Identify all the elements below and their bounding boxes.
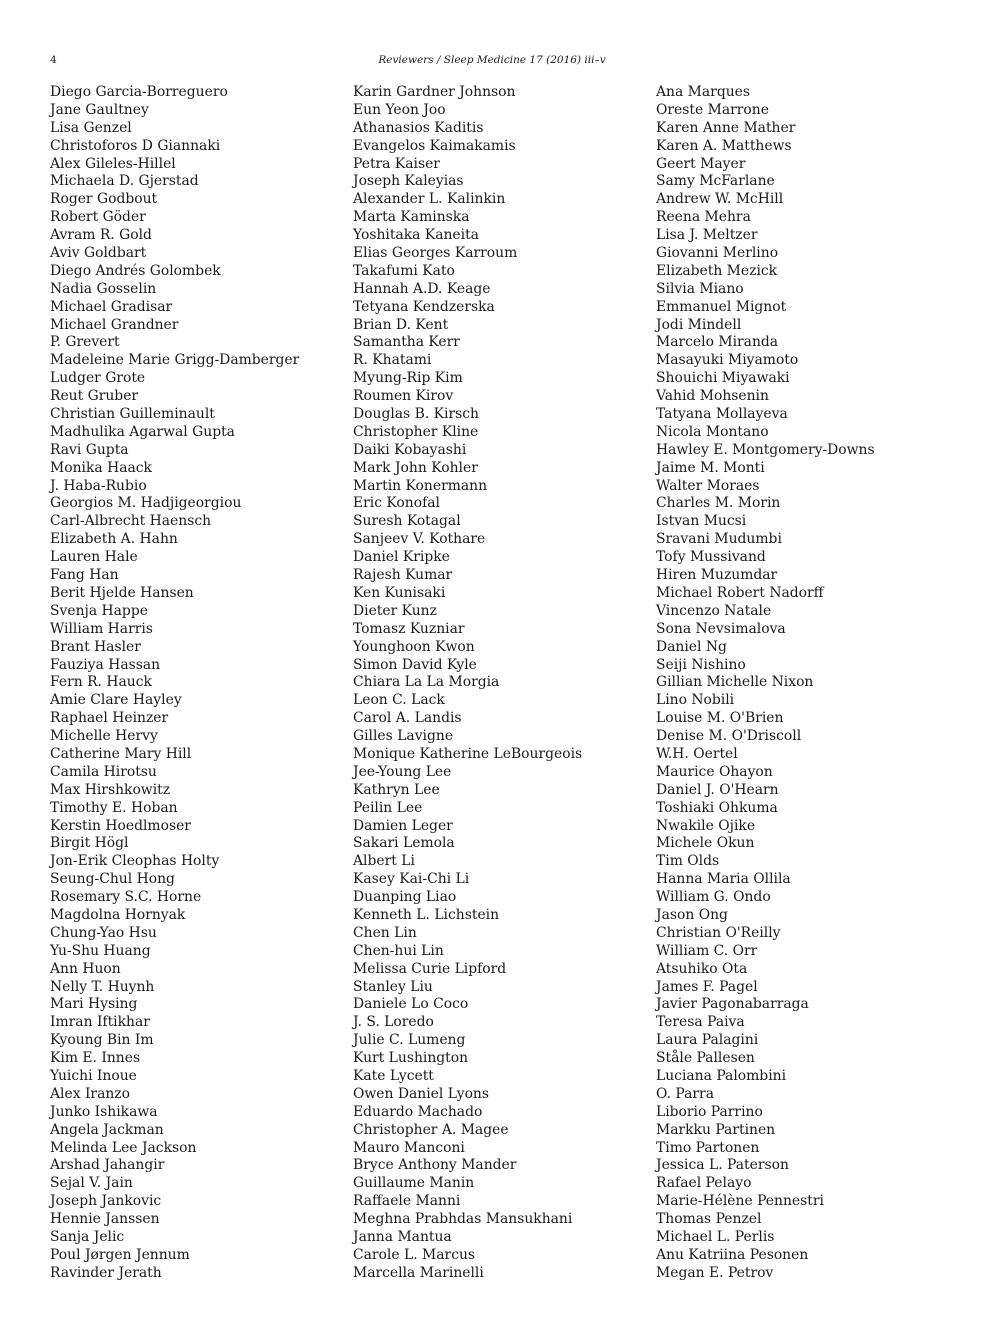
reviewer-name: Timothy E. Hoban bbox=[50, 799, 178, 816]
reviewer-name: Douglas B. Kirsch bbox=[353, 406, 479, 423]
reviewer-name: Diego Garcia-Borreguero bbox=[50, 84, 228, 100]
reviewer-name: Simon David Kyle bbox=[353, 656, 477, 673]
reviewer-name: Yu-Shu Huang bbox=[50, 942, 151, 959]
reviewer-name: Nadia Gosselin bbox=[50, 280, 157, 297]
reviewer-name: Karin Gardner Johnson bbox=[353, 84, 516, 100]
reviewer-name: Tatyana Mollayeva bbox=[656, 406, 788, 423]
reviewer-name: Evangelos Kaimakamis bbox=[353, 137, 516, 154]
reviewer-name: Yoshitaka Kaneita bbox=[353, 227, 479, 244]
reviewer-name: Rafael Pelayo bbox=[656, 1175, 752, 1192]
reviewer-name: Ana Marques bbox=[656, 84, 751, 100]
reviewer-name: Christoforos D Giannaki bbox=[50, 137, 221, 154]
reviewer-name: Lino Nobili bbox=[656, 692, 735, 709]
reviewer-name: O. Parra bbox=[656, 1085, 714, 1102]
reviewer-name: Janna Mantua bbox=[353, 1229, 452, 1245]
reviewer-name: Hennie Janssen bbox=[50, 1211, 160, 1228]
reviewer-name: Emmanuel Mignot bbox=[656, 298, 787, 315]
reviewer-name: Meghna Prabhdas Mansukhani bbox=[353, 1211, 573, 1228]
reviewer-name: Teresa Paiva bbox=[656, 1014, 745, 1031]
reviewer-name: Maurice Ohayon bbox=[656, 763, 773, 780]
reviewer-name: William Harris bbox=[50, 620, 153, 637]
reviewer-name: Kyoung Bin Im bbox=[50, 1032, 154, 1049]
reviewer-name: Louise M. O'Brien bbox=[656, 710, 784, 727]
reviewer-name: Masayuki Miyamoto bbox=[656, 352, 799, 369]
reviewer-name: Leon C. Lack bbox=[353, 692, 445, 709]
reviewer-name: Lisa J. Meltzer bbox=[656, 227, 758, 244]
reviewer-name: Samy McFarlane bbox=[656, 173, 775, 190]
reviewer-name: Camila Hirotsu bbox=[50, 763, 157, 780]
reviewer-name: R. Khatami bbox=[353, 352, 432, 369]
reviewer-name: Ann Huon bbox=[50, 960, 121, 977]
reviewer-name: Kenneth L. Lichstein bbox=[353, 906, 500, 923]
reviewer-name: Michael L. Perlis bbox=[656, 1229, 775, 1245]
reviewer-name: Vahid Mohsenin bbox=[656, 388, 769, 405]
reviewer-name: Kim E. Innes bbox=[50, 1050, 141, 1067]
reviewer-name: Monique Katherine LeBourgeois bbox=[353, 745, 583, 762]
reviewer-name: Imran Iftikhar bbox=[50, 1014, 150, 1031]
reviewer-name: Christopher Kline bbox=[353, 423, 479, 440]
reviewer-name: Poul Jørgen Jennum bbox=[50, 1246, 190, 1263]
reviewer-name: Daniel Kripke bbox=[353, 549, 450, 566]
reviewer-column-1 bbox=[50, 84, 299, 1283]
reviewer-name: Christian Guilleminault bbox=[50, 406, 215, 423]
reviewer-name: Yuichi Inoue bbox=[50, 1067, 137, 1084]
reviewer-name: Anu Katriina Pesonen bbox=[656, 1246, 809, 1263]
reviewer-name: Kathryn Lee bbox=[353, 781, 440, 798]
reviewer-name: Daniel J. O'Hearn bbox=[656, 781, 779, 798]
reviewer-name: Peilin Lee bbox=[353, 799, 423, 816]
reviewer-name: Stanley Liu bbox=[353, 978, 433, 995]
reviewer-name: Karen A. Matthews bbox=[656, 137, 792, 154]
reviewer-name: Younghoon Kwon bbox=[353, 638, 475, 655]
reviewer-name: Chen-hui Lin bbox=[353, 942, 444, 959]
reviewer-name: Arshad Jahangir bbox=[50, 1157, 165, 1174]
reviewer-name: Elias Georges Karroum bbox=[353, 245, 518, 262]
reviewer-name: Sejal V. Jain bbox=[50, 1175, 133, 1192]
reviewer-name: Marta Kaminska bbox=[353, 209, 470, 226]
reviewer-name: Jodi Mindell bbox=[656, 316, 742, 333]
reviewer-name: Hiren Muzumdar bbox=[656, 567, 778, 584]
reviewer-name: Hannah A.D. Keage bbox=[353, 280, 491, 297]
reviewer-name: Vincenzo Natale bbox=[656, 602, 772, 619]
reviewer-name: Amie Clare Hayley bbox=[50, 692, 182, 709]
reviewer-name: Oreste Marrone bbox=[656, 101, 769, 118]
reviewer-name: Melinda Lee Jackson bbox=[50, 1139, 197, 1156]
reviewer-name: Diego Andrés Golombek bbox=[50, 262, 221, 279]
reviewer-name: Tomasz Kuzniar bbox=[353, 620, 465, 637]
reviewer-name: Nelly T. Huynh bbox=[50, 978, 155, 995]
reviewer-name: Julie C. Lumeng bbox=[353, 1032, 466, 1049]
reviewer-name: Lauren Hale bbox=[50, 549, 138, 566]
reviewer-name: Jason Ong bbox=[656, 906, 728, 923]
page-number: 4 bbox=[50, 54, 57, 66]
reviewer-name: Martin Konermann bbox=[353, 477, 488, 494]
reviewer-name: Jon-Erik Cleophas Holty bbox=[50, 853, 220, 870]
reviewer-name: Jaime M. Monti bbox=[656, 459, 765, 476]
reviewer-name: Giovanni Merlino bbox=[656, 245, 779, 262]
reviewer-name: Kerstin Hoedlmoser bbox=[50, 817, 191, 834]
reviewer-name: Svenja Happe bbox=[50, 602, 148, 619]
reviewer-name: Kurt Lushington bbox=[353, 1050, 469, 1067]
reviewer-name: Elizabeth A. Hahn bbox=[50, 531, 178, 548]
reviewer-name: Chiara La La Morgia bbox=[353, 674, 500, 691]
reviewer-name: Ken Kunisaki bbox=[353, 584, 446, 601]
reviewer-name: Michael Gradisar bbox=[50, 298, 173, 315]
reviewer-name: Roger Godbout bbox=[50, 191, 158, 208]
reviewer-name: Andrew W. McHill bbox=[656, 191, 784, 208]
reviewer-name: P. Grevert bbox=[50, 334, 120, 351]
reviewer-name: Tetyana Kendzerska bbox=[353, 298, 495, 315]
reviewer-name: Alexander L. Kalinkin bbox=[353, 191, 506, 208]
reviewer-name: Roumen Kirov bbox=[353, 388, 454, 405]
reviewer-name: Reena Mehra bbox=[656, 209, 751, 226]
reviewer-name: Fauziya Hassan bbox=[50, 656, 161, 673]
reviewer-name: Michaela D. Gjerstad bbox=[50, 173, 199, 190]
reviewer-name: Daniele Lo Coco bbox=[353, 996, 469, 1013]
reviewer-name: Alex Gileles-Hillel bbox=[50, 155, 176, 172]
reviewer-name: Avram R. Gold bbox=[50, 227, 152, 244]
reviewer-name: Damien Leger bbox=[353, 817, 453, 834]
reviewer-name: Sanja Jelic bbox=[50, 1229, 125, 1245]
reviewer-name: Guillaume Manin bbox=[353, 1175, 475, 1192]
reviewer-name: Eun Yeon Joo bbox=[353, 101, 446, 118]
reviewer-column-2 bbox=[353, 84, 582, 1283]
reviewer-name: Madhulika Agarwal Gupta bbox=[50, 423, 235, 440]
reviewer-name: Megan E. Petrov bbox=[656, 1264, 774, 1281]
reviewer-name: Luciana Palombini bbox=[656, 1067, 787, 1084]
reviewer-name: Elizabeth Mezick bbox=[656, 262, 778, 279]
reviewer-name: Mari Hysing bbox=[50, 996, 138, 1013]
reviewer-name: Charles M. Morin bbox=[656, 495, 781, 512]
reviewer-name: Daiki Kobayashi bbox=[353, 441, 467, 458]
reviewer-name: Petra Kaiser bbox=[353, 155, 440, 172]
reviewer-name: Fern R. Hauck bbox=[50, 674, 152, 691]
reviewer-name: Tim Olds bbox=[656, 853, 720, 870]
reviewer-name: Chen Lin bbox=[353, 924, 417, 941]
reviewer-name: W.H. Oertel bbox=[656, 745, 738, 762]
reviewer-name: Shouichi Miyawaki bbox=[656, 370, 790, 387]
reviewer-name: Robert Göder bbox=[50, 209, 146, 226]
reviewer-name: Michelle Hervy bbox=[50, 728, 158, 745]
reviewer-name: Carol A. Landis bbox=[353, 710, 462, 727]
reviewer-name: Tofy Mussivand bbox=[656, 549, 766, 566]
reviewer-name: Ravinder Jerath bbox=[50, 1264, 162, 1281]
reviewer-name: Daniel Ng bbox=[656, 638, 727, 655]
reviewer-name: Birgit Högl bbox=[50, 835, 129, 852]
reviewer-name: Michael Robert Nadorff bbox=[656, 584, 824, 601]
reviewer-name: Silvia Miano bbox=[656, 280, 744, 297]
reviewer-name: Reut Gruber bbox=[50, 388, 139, 405]
reviewer-name: Carole L. Marcus bbox=[353, 1246, 476, 1263]
reviewer-name: Sona Nevsimalova bbox=[656, 620, 786, 637]
reviewer-name: Toshiaki Ohkuma bbox=[656, 799, 778, 816]
reviewer-name: Takafumi Kato bbox=[353, 262, 455, 279]
reviewer-name: Seung-Chul Hong bbox=[50, 871, 175, 888]
running-head: Reviewers / Sleep Medicine 17 (2016) iii–v bbox=[378, 54, 606, 66]
reviewer-name: Max Hirshkowitz bbox=[50, 781, 171, 798]
reviewer-name: Sanjeev V. Kothare bbox=[353, 531, 486, 548]
reviewer-name: Rajesh Kumar bbox=[353, 567, 453, 584]
reviewer-name: Marcella Marinelli bbox=[353, 1264, 484, 1281]
reviewer-name: Jane Gaultney bbox=[50, 101, 149, 118]
reviewer-name: Angela Jackman bbox=[50, 1121, 164, 1138]
reviewer-name: William G. Ondo bbox=[656, 889, 771, 906]
reviewer-name: Berit Hjelde Hansen bbox=[50, 584, 194, 601]
reviewer-name: Hawley E. Montgomery-Downs bbox=[656, 441, 875, 458]
reviewer-name: Aviv Goldbart bbox=[50, 245, 147, 262]
reviewer-name: Michele Okun bbox=[656, 835, 755, 852]
reviewer-name: Junko Ishikawa bbox=[50, 1103, 158, 1120]
reviewer-name: Marie-Hélène Pennestri bbox=[656, 1193, 824, 1210]
reviewer-name: Albert Li bbox=[353, 853, 415, 870]
reviewer-name: Bryce Anthony Mander bbox=[353, 1157, 517, 1174]
reviewer-name: James F. Pagel bbox=[656, 978, 758, 995]
reviewer-name: Chung-Yao Hsu bbox=[50, 924, 157, 941]
reviewer-name: Suresh Kotagal bbox=[353, 513, 461, 530]
reviewer-name: Alex Iranzo bbox=[50, 1085, 130, 1102]
reviewer-name: Marcelo Miranda bbox=[656, 334, 779, 351]
reviewer-name: William C. Orr bbox=[656, 942, 758, 959]
reviewer-name: Hanna Maria Ollila bbox=[656, 871, 791, 888]
reviewer-name: Thomas Penzel bbox=[656, 1211, 762, 1228]
reviewer-name: Nicola Montano bbox=[656, 423, 769, 440]
reviewer-name: Fang Han bbox=[50, 567, 119, 584]
reviewer-name: Mauro Manconi bbox=[353, 1139, 465, 1156]
reviewer-name: Raphael Heinzer bbox=[50, 710, 169, 727]
reviewer-name: Michael Grandner bbox=[50, 316, 179, 333]
reviewer-name: Christian O'Reilly bbox=[656, 924, 781, 941]
reviewer-name: Timo Partonen bbox=[656, 1139, 760, 1156]
reviewer-name: Rosemary S.C. Horne bbox=[50, 889, 202, 906]
reviewer-name: J. S. Loredo bbox=[353, 1014, 434, 1031]
reviewer-name: Kate Lycett bbox=[353, 1067, 434, 1084]
reviewer-name: Seiji Nishino bbox=[656, 656, 746, 673]
reviewer-name: Magdolna Hornyak bbox=[50, 906, 186, 923]
reviewer-name: Kasey Kai-Chi Li bbox=[353, 871, 470, 888]
reviewer-name: Athanasios Kaditis bbox=[353, 119, 484, 136]
reviewer-name: Istvan Mucsi bbox=[656, 513, 747, 530]
reviewer-name: Myung-Rip Kim bbox=[353, 370, 463, 387]
reviewer-name: Gilles Lavigne bbox=[353, 728, 454, 745]
reviewer-name: Mark John Kohler bbox=[353, 459, 478, 476]
reviewer-name: Walter Moraes bbox=[656, 477, 760, 494]
reviewer-name: Ludger Grote bbox=[50, 370, 146, 387]
reviewer-name: Lisa Genzel bbox=[50, 119, 132, 136]
reviewer-name: Eduardo Machado bbox=[353, 1103, 483, 1120]
reviewer-name: Samantha Kerr bbox=[353, 334, 460, 351]
reviewer-name: Sakari Lemola bbox=[353, 835, 455, 852]
reviewer-name: Denise M. O'Driscoll bbox=[656, 728, 802, 745]
reviewer-name: Gillian Michelle Nixon bbox=[656, 674, 814, 691]
reviewer-name: Ståle Pallesen bbox=[656, 1050, 755, 1067]
reviewer-name: Carl-Albrecht Haensch bbox=[50, 513, 212, 530]
reviewer-name: Christopher A. Magee bbox=[353, 1121, 509, 1138]
reviewer-name: Raffaele Manni bbox=[353, 1193, 461, 1210]
reviewer-name: Jessica L. Paterson bbox=[656, 1157, 789, 1174]
reviewer-name: Georgios M. Hadjigeorgiou bbox=[50, 495, 242, 512]
reviewer-name: Ravi Gupta bbox=[50, 441, 129, 458]
reviewer-name: Melissa Curie Lipford bbox=[353, 960, 507, 977]
reviewer-name: Brant Hasler bbox=[50, 638, 141, 655]
reviewer-name: Dieter Kunz bbox=[353, 602, 437, 619]
reviewer-name: Joseph Kaleyias bbox=[353, 173, 464, 190]
reviewer-name: Owen Daniel Lyons bbox=[353, 1085, 490, 1102]
reviewer-name: Madeleine Marie Grigg-Damberger bbox=[50, 352, 300, 369]
reviewer-name: Joseph Jankovic bbox=[50, 1193, 162, 1210]
reviewer-name: Eric Konofal bbox=[353, 495, 440, 512]
reviewer-name: Catherine Mary Hill bbox=[50, 745, 192, 762]
reviewer-name: Javier Pagonabarraga bbox=[656, 996, 809, 1013]
reviewer-name: Duanping Liao bbox=[353, 889, 457, 906]
reviewer-name: Liborio Parrino bbox=[656, 1103, 763, 1120]
reviewer-name: Sravani Mudumbi bbox=[656, 531, 782, 548]
reviewer-name: Karen Anne Mather bbox=[656, 119, 796, 136]
reviewer-name: Jee-Young Lee bbox=[353, 763, 452, 780]
reviewer-column-3 bbox=[656, 84, 875, 1283]
reviewer-name: Nwakile Ojike bbox=[656, 817, 756, 834]
reviewer-name: Monika Haack bbox=[50, 459, 152, 476]
reviewer-name: Laura Palagini bbox=[656, 1032, 759, 1049]
reviewer-name: J. Haba-Rubio bbox=[50, 477, 147, 494]
reviewer-name: Atsuhiko Ota bbox=[656, 960, 748, 977]
reviewer-name: Geert Mayer bbox=[656, 155, 746, 172]
reviewer-name: Brian D. Kent bbox=[353, 316, 449, 333]
reviewer-name: Markku Partinen bbox=[656, 1121, 776, 1138]
